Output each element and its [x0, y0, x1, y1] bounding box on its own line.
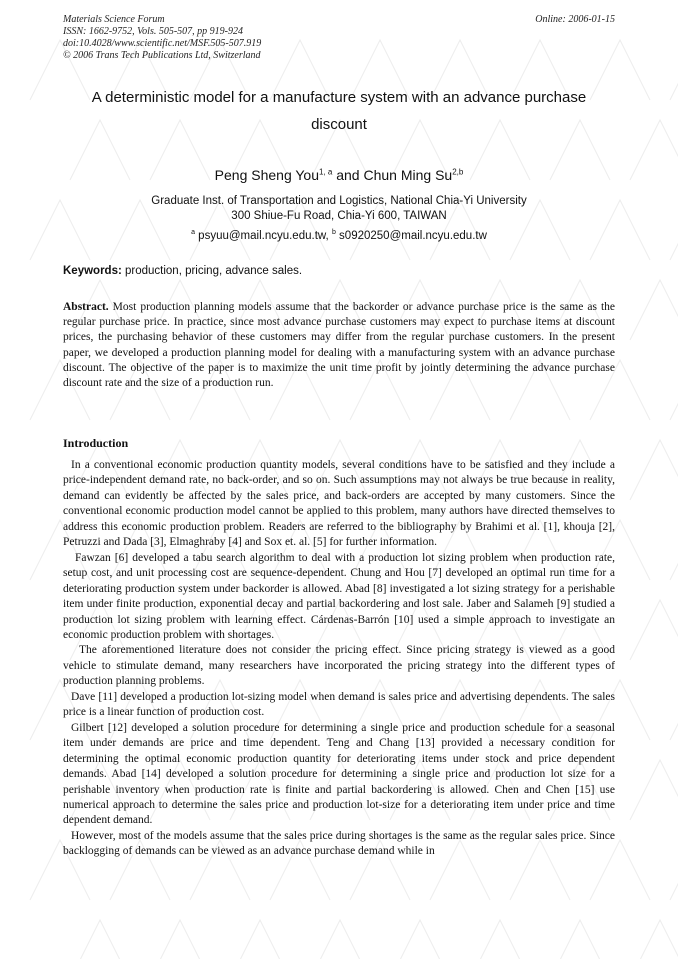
journal-name: Materials Science Forum [63, 14, 165, 25]
online-date: Online: 2006-01-15 [535, 14, 615, 25]
email-b-superscript: b [331, 229, 336, 236]
paragraph: The aforementioned literature does not consider the pricing effect. Since pricing strategy is viewed as a good vehicle to stimulate demand, many researchers have incorporated the pricing strategy into the different types of production planning problems. [63, 644, 615, 688]
introduction-heading: Introduction [63, 436, 129, 450]
paper-title: A deterministic model for a manufacture system with an advance purchase discount [91, 89, 587, 133]
keywords-label: Keywords: [63, 265, 122, 277]
paragraph: However, most of the models assume that the sales price during shortages is the same as the regular sales price. Since backlogging of demands can be viewed as an advance purchase demand while in [63, 829, 615, 858]
author-1: Peng Sheng You [214, 167, 319, 183]
email-a: psyuu@mail.ncyu.edu.tw, [194, 229, 332, 242]
author-1-superscript: 1, a [319, 167, 333, 177]
keywords [63, 265, 615, 277]
paragraph: Dave [11] developed a production lot-sizing model when demand is sales price and advertising dependents. The sales price is a linear function of production cost. [63, 690, 615, 719]
affiliation-line-1: Graduate Inst. of Transportation and Logistics, National Chia-Yi University [151, 195, 527, 207]
abstract-text: Most production planning models assume that the backorder or advance purchase price is the same as the regular purchase price. In practice, since most advance purchase customers may expect to purchase items at discount prices, the purchasing behavior of these customers may differ from the regular purchase customers. In the present paper, we developed a production planning model for dealing with a manufacturing system with an advance purchase discount. The objective of the paper is to maximize the unit time profit by jointly determining the advance purchase discount rate and the size of a production run. [63, 301, 615, 390]
author-connector: and [332, 167, 364, 183]
affiliation-line-2: 300 Shiue-Fu Road, Chia-Yi 600, TAIWAN [231, 210, 447, 222]
copyright-line: © 2006 Trans Tech Publications Ltd, Switzerland [63, 50, 261, 61]
email-b: s0920250@mail.ncyu.edu.tw [335, 229, 487, 242]
email-line [63, 229, 615, 242]
abstract-label: Abstract. [63, 301, 109, 313]
abstract [63, 300, 615, 391]
affiliation [63, 194, 615, 224]
author-2: Chun Ming Su [363, 167, 453, 183]
email-a-superscript: a [191, 229, 195, 236]
paragraph: Fawzan [6] developed a tabu search algorithm to deal with a production lot sizing problem when production rate, setup cost, and unit processing cost are sequence-dependent. Chung and Hou [7] developed an optimal run time for a deteriorating production system under backorder is allowed. Abad [8] investigated a lot sizing strategy for a perishable item under finite production, exponential decay and partial backordering and lost sale. Jaber and Salameh [9] studied a production lot sizing problem with learning effect. Cárdenas-Barrón [10] used a simple approach to investigate an economic production problem with shortages. [63, 551, 615, 641]
introduction-body [63, 458, 615, 860]
author-2-superscript: 2,b [452, 167, 464, 177]
author-line [63, 167, 615, 183]
keywords-text: production, pricing, advance sales. [121, 265, 303, 277]
paragraph: In a conventional economic production quantity models, several conditions have to be satisfied and they include a price-independent demand rate, no back-order, and so on. Such assumptions may not always be true because in reality, demand can evidently be affected by the sales price, and back-orders are accepted by many customers. Since the conventional economic production model cannot be applied to this problem, many authors have directed themselves to address this economic production problem. Readers are referred to the bibliography by Brahimi et al. [1], khouja [2], Petruzzi and Dada [3], Elmaghraby [4] and Sox et. al. [5] for further information. [63, 459, 615, 549]
paragraph: Gilbert [12] developed a solution procedure for determining a single price and production schedule for a seasonal item under demands are price and time dependent. Teng and Chang [13] provided a necessary condition for determining the optimal economic production quantity for deteriorating items under stock and price dependent demands. Abad [14] developed a solution procedure for determining a single price and production lot size for a perishable inventory when production rate is finite and partial backordering is allowed. Chen and Chen [15] use numerical approach to determine the sales price and production lot-size for a deteriorating item under price and time dependent demand. [63, 721, 615, 827]
publication-header [63, 14, 615, 62]
doi-line: doi:10.4028/www.scientific.net/MSF.505-507.919 [63, 38, 262, 49]
issn-line: ISSN: 1662-9752, Vols. 505-507, pp 919-924 [63, 26, 243, 37]
